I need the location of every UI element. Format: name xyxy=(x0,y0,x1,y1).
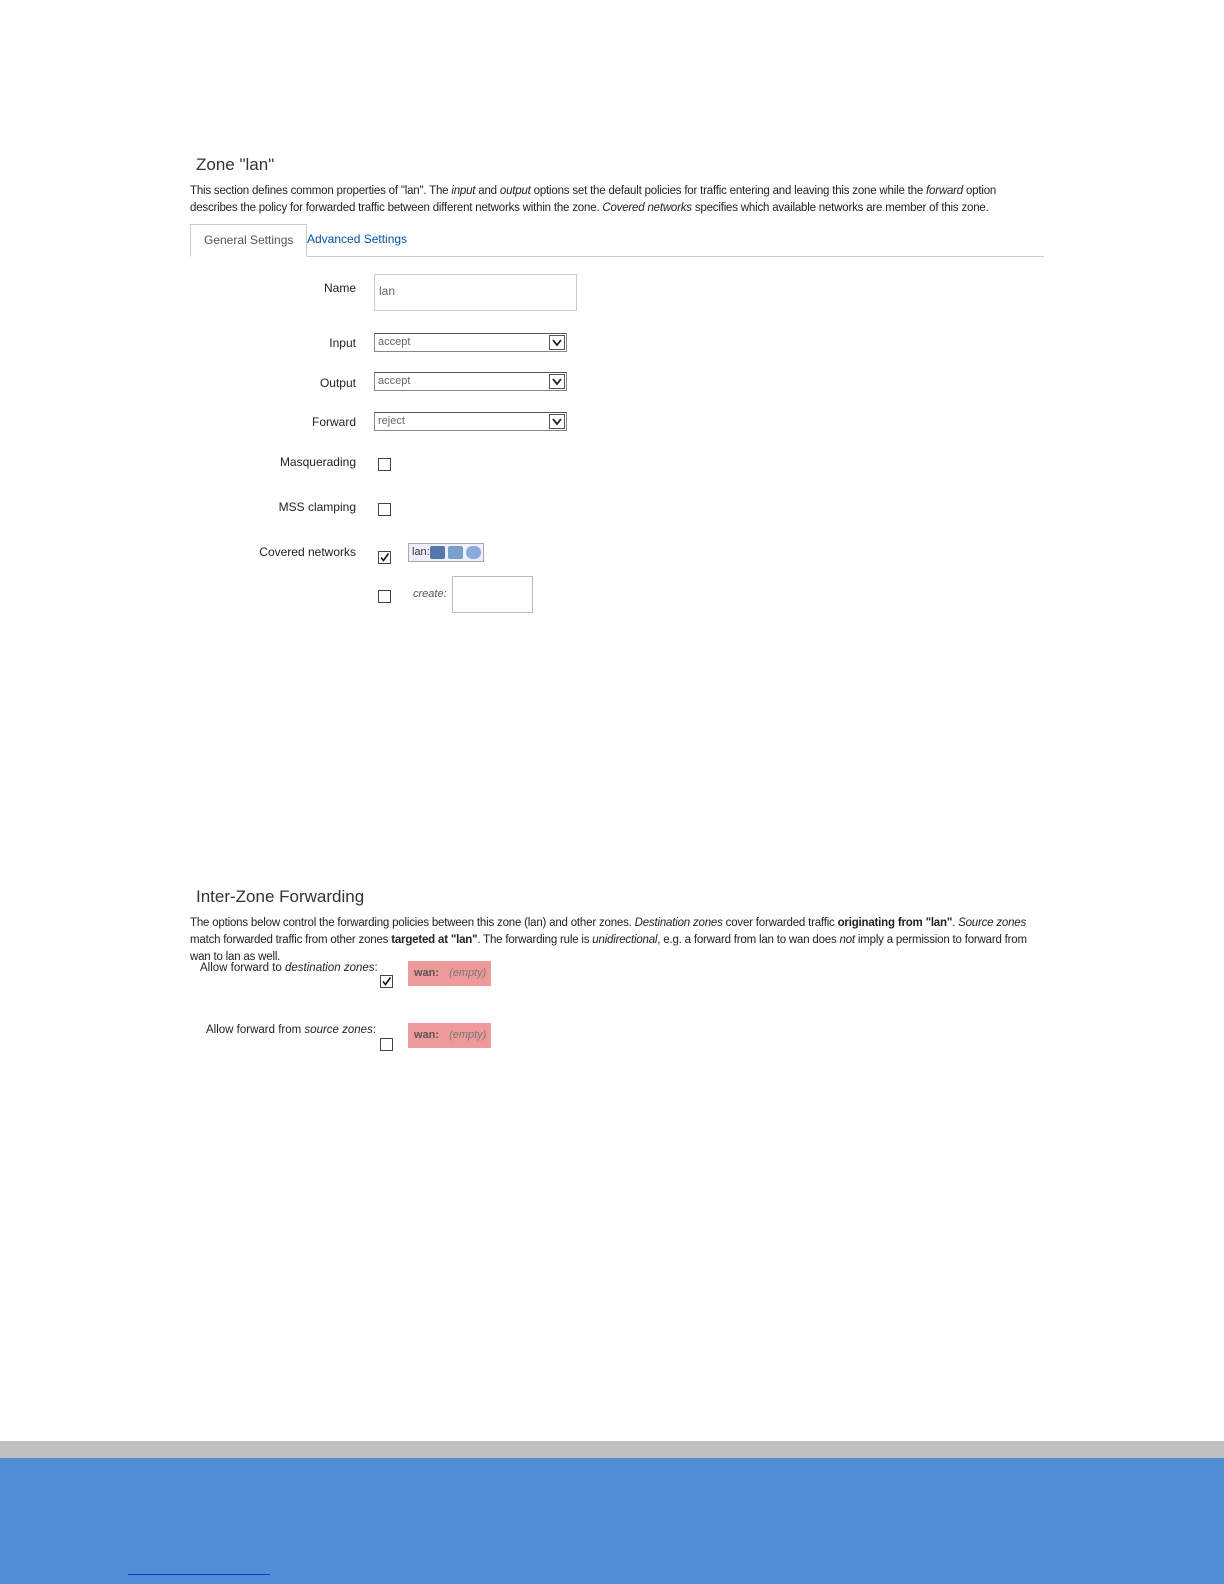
mss-clamping-label: MSS clamping xyxy=(278,500,356,514)
masquerading-checkbox[interactable] xyxy=(378,458,391,471)
chevron-down-icon[interactable] xyxy=(549,414,565,429)
input-label: Input xyxy=(329,336,356,350)
masquerading-label: Masquerading xyxy=(279,455,356,469)
network-lan-badge xyxy=(408,543,484,562)
src-zone-value: (empty) xyxy=(449,1029,487,1041)
src-zone-wan-badge xyxy=(408,1023,491,1048)
output-policy-select[interactable] xyxy=(374,372,567,391)
covered-networks-label: Covered networks xyxy=(259,545,356,559)
tab-advanced-settings[interactable]: Advanced Settings xyxy=(307,232,408,246)
allow-forward-from-label: Allow forward from source zones: xyxy=(206,1024,377,1036)
output-policy-value: accept xyxy=(378,375,411,387)
allow-forward-to-checkbox[interactable] xyxy=(380,975,393,988)
forward-policy-select[interactable] xyxy=(374,412,567,431)
chevron-down-icon[interactable] xyxy=(549,335,565,350)
create-network-input[interactable] xyxy=(452,576,533,613)
output-label: Output xyxy=(319,376,356,390)
dest-zone-wan-badge xyxy=(408,961,491,986)
interzone-title: Inter-Zone Forwarding xyxy=(196,887,365,906)
covered-lan-checkbox[interactable] xyxy=(378,551,391,564)
chevron-down-icon[interactable] xyxy=(549,374,565,389)
create-network-label: create: xyxy=(413,588,447,600)
src-zone-name: wan: xyxy=(414,1029,440,1041)
forward-policy-value: reject xyxy=(378,415,405,427)
footer-divider xyxy=(0,1441,1224,1458)
allow-forward-to-label: Allow forward to destination zones: xyxy=(200,962,378,974)
wireless-icon xyxy=(466,546,481,559)
network-lan-name: lan: xyxy=(412,546,430,558)
checkmark-icon xyxy=(379,552,390,563)
footer-link-underline[interactable] xyxy=(128,1574,270,1575)
settings-tabs xyxy=(190,224,1044,257)
zone-title: Zone "lan" xyxy=(196,155,275,174)
input-policy-value: accept xyxy=(378,336,411,348)
input-policy-select[interactable] xyxy=(374,333,567,352)
name-field[interactable]: lan xyxy=(374,274,577,311)
name-label: Name xyxy=(323,281,356,295)
ethernet-port-icon xyxy=(448,546,463,559)
zone-description: This section defines common properties of "lan". The input and output options set the default policies for traffic entering and leaving this zone while the forward option describes the policy for forwarded traffic between different networks within the zone. Covered networks specifies which available networks are member of this zone. xyxy=(190,185,997,214)
dest-zone-name: wan: xyxy=(414,967,440,979)
create-network-checkbox[interactable] xyxy=(378,590,391,603)
allow-forward-from-checkbox[interactable] xyxy=(380,1038,393,1051)
footer-band xyxy=(0,1458,1224,1584)
dest-zone-value: (empty) xyxy=(449,967,487,979)
tab-general-settings[interactable]: General Settings xyxy=(190,224,307,257)
mss-clamping-checkbox[interactable] xyxy=(378,503,391,516)
ethernet-switch-icon xyxy=(430,546,445,559)
checkmark-icon xyxy=(381,976,392,987)
forward-label: Forward xyxy=(311,415,356,429)
interzone-description: The options below control the forwarding policies between this zone (lan) and other zones. Destination zones cover forwarded traffic originating from "lan". Source zones match forwarded traffic from other zones targeted at "lan". The forwarding rule is unidirectional, e.g. a forward from lan to wan does not imply a permission to forward from wan to lan as well. xyxy=(190,917,1027,963)
